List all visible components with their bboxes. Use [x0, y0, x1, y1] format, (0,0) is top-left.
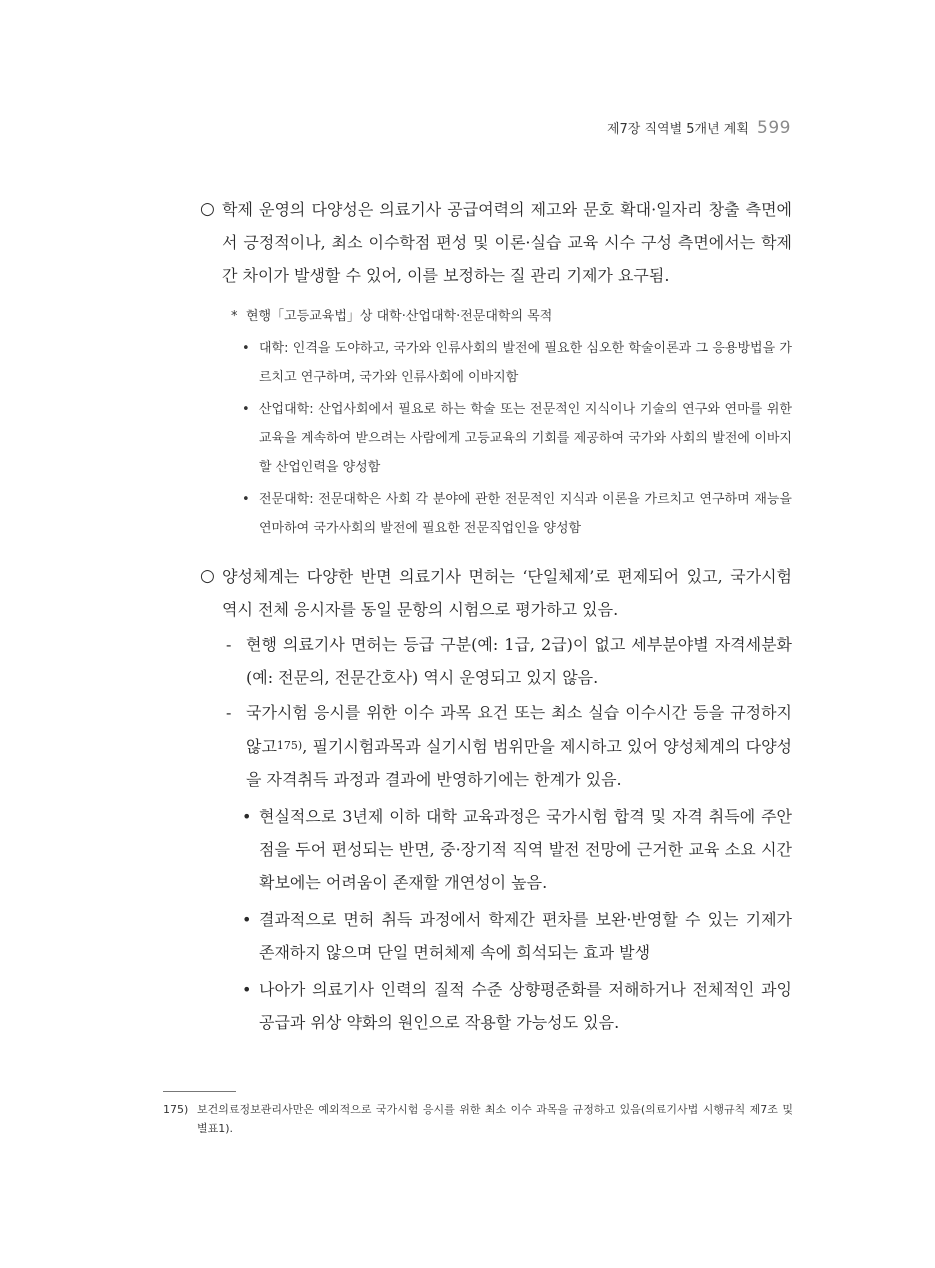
section-2-paragraph — [200, 560, 792, 626]
section-1-text: 학제 운영의 다양성은 의료기사 공급여력의 제고와 문호 확대·일자리 창출 측면에서 긍정적이나, 최소 이수학점 편성 및 이론·실습 교육 시수 구성 측면에서는 학제간 차이가 발생할 수 있어, 이를 보정하는 질 관리 기제가 요구됨. — [222, 200, 792, 285]
bullet-marker: • — [242, 492, 250, 507]
section-2-bullet-3-text: 나아가 의료기사 인력의 질적 수준 상향평준화를 저해하거나 전체적인 과잉공급과 위상 약화의 원인으로 작용할 가능성도 있음. — [259, 980, 792, 1032]
bullet-marker: • — [242, 980, 252, 999]
list-item — [200, 903, 792, 969]
section-1-paragraph — [200, 193, 792, 292]
page-number: 599 — [757, 118, 791, 138]
dash-item-2-text-after: , 필기시험과목과 실기시험 범위만을 제시하고 있어 양성체계의 다양성을 자격취득 과정과 결과에 반영하기에는 한계가 있음. — [246, 737, 792, 789]
bullet-marker: • — [242, 910, 252, 929]
list-item — [200, 485, 792, 543]
list-item — [200, 973, 792, 1039]
list-item — [200, 395, 792, 482]
dash-marker: - — [226, 635, 232, 654]
junior-college-purpose-text: 전문대학: 전문대학은 사회 각 분야에 관한 전문적인 지식과 이론을 가르치고 연구하며 재능을 연마하여 국가사회의 발전에 필요한 전문직업인을 양성함 — [259, 492, 792, 536]
dash-item-2-text-before: 국가시험 응시를 위한 이수 과목 요건 또는 최소 실습 이수시간 등을 규정하지 않고 — [246, 703, 792, 756]
dash-item-1 — [200, 628, 792, 694]
section-1-note — [200, 302, 792, 331]
dash-item-2 — [200, 696, 792, 796]
circle-marker: ○ — [200, 199, 215, 219]
section-2-bullet-2-text: 결과적으로 면허 취득 과정에서 학제간 편차를 보완·반영할 수 있는 기제가 존재하지 않으며 단일 면허체제 속에 희석되는 효과 발생 — [259, 910, 792, 962]
section-1-note-text: 현행「고등교육법」상 대학·산업대학·전문대학의 목적 — [246, 309, 553, 324]
footnote-text: 보건의료정보관리사만은 예외적으로 국가시험 응시를 위한 최소 이수 과목을 규정하고 있음(의료기사법 시행규칙 제7조 및 별표1). — [197, 1103, 793, 1135]
bullet-marker: • — [242, 807, 252, 826]
dash-marker: - — [226, 703, 232, 722]
circle-marker: ○ — [200, 566, 215, 586]
list-item — [200, 334, 792, 392]
footnote-divider — [163, 1091, 236, 1092]
footnote-reference[interactable]: 175) — [276, 739, 303, 752]
running-title: 제7장 직역별 5개년 계획 — [606, 122, 749, 137]
footnote — [163, 1100, 793, 1138]
dash-item-1-text: 현행 의료기사 면허는 등급 구분(예: 1급, 2급)이 없고 세부분야별 자격세분화(예: 전문의, 전문간호사) 역시 운영되고 있지 않음. — [246, 635, 792, 687]
section-2-text: 양성체계는 다양한 반면 의료기사 면허는 ‘단일체제’로 편제되어 있고, 국가시험 역시 전체 응시자를 동일 문항의 시험으로 평가하고 있음. — [222, 567, 792, 619]
page-body — [200, 193, 792, 1039]
bullet-marker: • — [242, 402, 250, 417]
asterisk-marker: * — [231, 309, 238, 324]
list-item — [200, 800, 792, 899]
footnote-number: 175) — [163, 1103, 189, 1116]
university-purpose-text: 대학: 인격을 도야하고, 국가와 인류사회의 발전에 필요한 심오한 학술이론과 그 응용방법을 가르치고 연구하며, 국가와 인류사회에 이바지함 — [259, 341, 792, 385]
section-2-bullet-1-text: 현실적으로 3년제 이하 대학 교육과정은 국가시험 합격 및 자격 취득에 주안점을 두어 편성되는 반면, 중·장기적 직역 발전 전망에 근거한 교육 소요 시간 확보에는 어려움이 존재할 개연성이 높음. — [259, 807, 792, 892]
running-header — [607, 118, 791, 138]
industrial-university-purpose-text: 산업대학: 산업사회에서 필요로 하는 학술 또는 전문적인 지식이나 기술의 연구와 연마를 위한 교육을 계속하여 받으려는 사람에게 고등교육의 기회를 제공하여 국가와 사회의 발전에 이바지할 산업인력을 양성함 — [259, 402, 792, 475]
bullet-marker: • — [242, 341, 250, 356]
